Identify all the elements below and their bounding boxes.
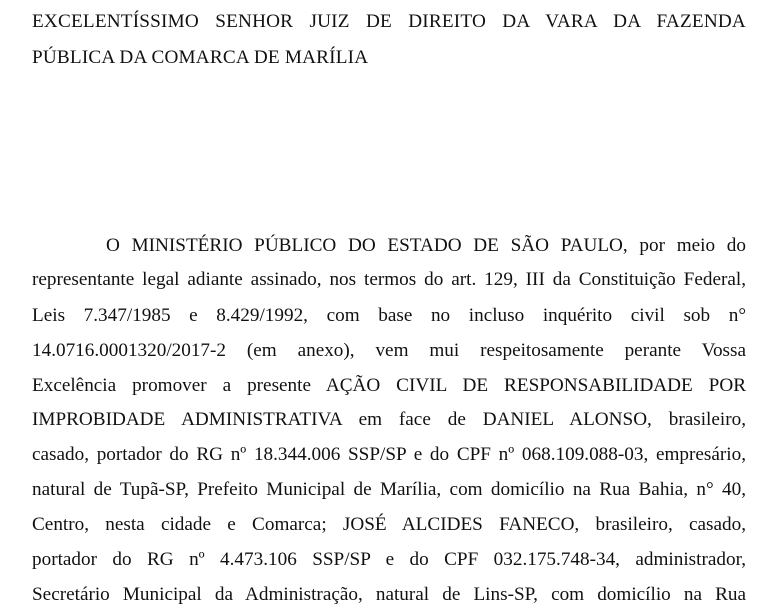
body-line-1: O MINISTÉRIO PÚBLICO DO ESTADO DE SÃO PAULO, por meio do [106,235,746,256]
body-line-6: IMPROBIDADE ADMINISTRATIVA em face de DANIEL ALONSO, brasileiro, [32,409,746,430]
body-line-5: Excelência promover a presente AÇÃO CIVIL DE RESPONSABILIDADE POR [32,375,746,396]
body-line-8: natural de Tupã-SP, Prefeito Municipal de Marília, com domicílio na Rua Bahia, n° 40, [32,479,746,500]
body-line-10: portador do RG nº 4.473.106 SSP/SP e do CPF 032.175.748-34, administrador, [32,549,746,570]
body-line-2: representante legal adiante assinado, nos termos do art. 129, III da Constituição Federal, [32,269,746,290]
body-line-3: Leis 7.347/1985 e 8.429/1992, com base no incluso inquérito civil sob n° [32,305,746,326]
heading-line-1: EXCELENTÍSSIMO SENHOR JUIZ DE DIREITO DA VARA DA FAZENDA [32,11,746,32]
heading-line-2: PÚBLICA DA COMARCA DE MARÍLIA [32,47,369,68]
body-line-9: Centro, nesta cidade e Comarca; JOSÉ ALCIDES FANECO, brasileiro, casado, [32,514,746,535]
body-line-7: casado, portador do RG nº 18.344.006 SSP/SP e do CPF nº 068.109.088-03, empresário, [32,444,746,465]
body-line-4: 14.0716.0001320/2017-2 (em anexo), vem mui respeitosamente perante Vossa [32,340,746,361]
body-line-11: Secretário Municipal da Administração, natural de Lins-SP, com domicílio na Rua [32,584,746,605]
